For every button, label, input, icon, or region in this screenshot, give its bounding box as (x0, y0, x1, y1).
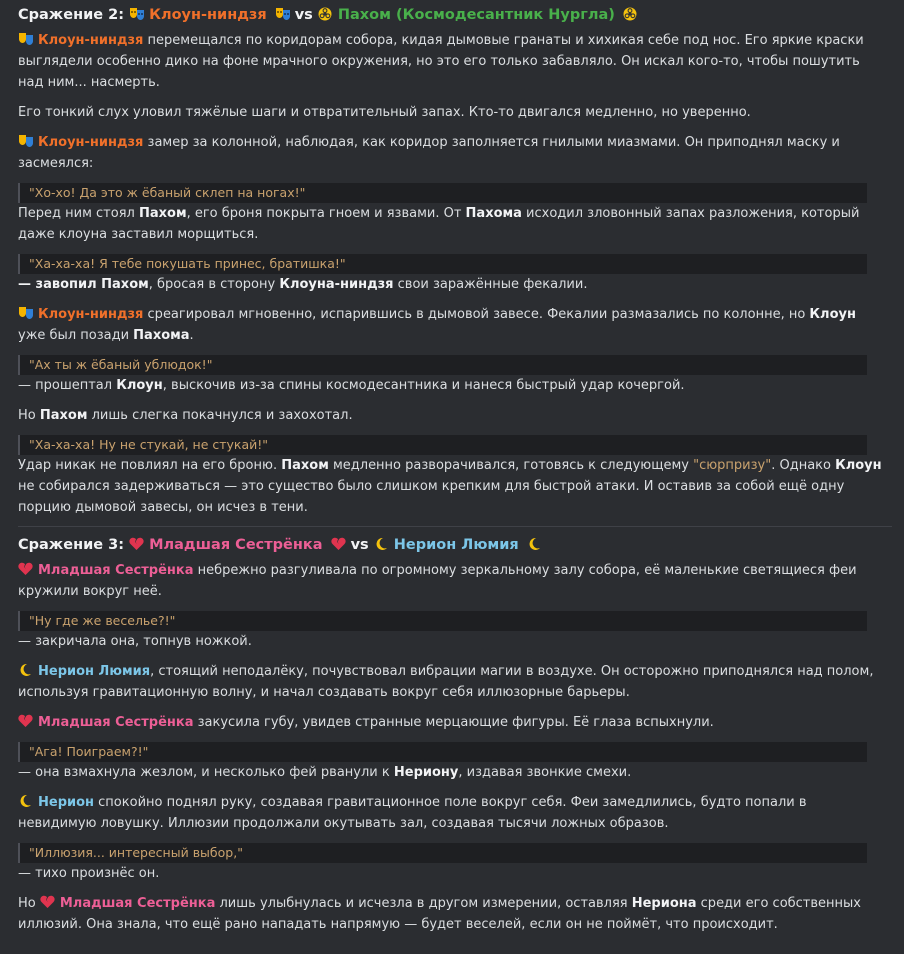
paragraph (18, 30, 892, 93)
clown-name: Клоун-ниндзя (38, 307, 144, 322)
text: даже клоуна заставил морщиться. (18, 227, 259, 242)
performing-arts-icon (275, 7, 291, 21)
clown-name: Клоун-ниндзя (38, 33, 144, 48)
biohazard-icon (318, 7, 334, 21)
bold-name: Клоун (835, 458, 882, 473)
text: Но (18, 896, 40, 911)
text: перемещался по коридорам собора, кидая дымовые гранаты и хихикая себе под нос. Его яркие краски (143, 33, 864, 48)
text: не собирался задерживаться — это существо было слишком крепким для быстрой атаки. И оставив за собой ещё одну (18, 479, 845, 494)
text: лишь улыбнулась и исчезла в другом измерении, оставляя (215, 896, 632, 911)
battle-3-prefix: Сражение 3: (18, 537, 125, 553)
paragraph (18, 274, 892, 295)
text: засмеялся: (18, 156, 94, 171)
broken-heart-icon (40, 895, 56, 909)
text: порцию дымовой завесы, он исчез в тени. (18, 500, 308, 515)
bold-name: Клоун (809, 307, 856, 322)
text: выглядели особенно дико на фоне мрачного окружения, но это его только забавляло. Он искал кого-то, чтобы пошутить (18, 54, 860, 69)
performing-arts-icon (18, 32, 34, 46)
performing-arts-icon (129, 7, 145, 21)
broken-heart-icon (331, 537, 347, 551)
text: уже был позади (18, 328, 134, 343)
battle-2-heading (18, 4, 892, 26)
text: закусила губу, увидев странные мерцающие фигуры. Её глаза вспыхнули. (193, 715, 714, 730)
block-quote: "Ха-ха-ха! Я тебе покушать принес, братишка!" (18, 254, 867, 274)
sister-name: Младшая Сестрёнка (149, 537, 323, 553)
clown-name: Клоун-ниндзя (38, 135, 144, 150)
bold-name: Пахом (281, 458, 329, 473)
text: . Однако (771, 458, 836, 473)
nerion-name: Нерион Люмия (38, 664, 151, 679)
crescent-moon-icon (18, 663, 34, 677)
crescent-moon-icon (374, 537, 390, 551)
bold-name: Пахом (101, 277, 149, 292)
bold-name: Пахом (138, 206, 187, 221)
crescent-moon-icon (527, 537, 543, 551)
block-quote: "Ага! Поиграем?!" (18, 742, 867, 762)
paragraph: — тихо произнёс он. (18, 866, 160, 881)
paragraph (18, 455, 892, 518)
text: — завопил (18, 277, 102, 292)
text: — прошептал (18, 378, 117, 393)
block-quote: "Иллюзия... интересный выбор," (18, 843, 867, 863)
text: невидимую ловушку. Иллюзии продолжали окутывать зал, создавая тысячи ложных образов. (18, 816, 669, 831)
sister-name: Младшая Сестрёнка (38, 563, 194, 578)
performing-arts-icon (18, 134, 34, 148)
paragraph (18, 712, 892, 733)
block-quote: "Ха-ха-ха! Ну не стукай, не стукай!" (18, 435, 867, 455)
paragraph (18, 762, 892, 783)
text: Но (18, 408, 40, 423)
text: — она взмахнула жезлом, и несколько фей рванули к (18, 765, 394, 780)
bold-name: Клоун (116, 378, 163, 393)
text: Перед ним стоял (18, 206, 139, 221)
crescent-moon-icon (18, 794, 34, 808)
bold-name: Клоуна-ниндзя (279, 277, 394, 292)
text: медленно разворачивался, готовясь к следующему (328, 458, 694, 473)
paragraph (18, 560, 892, 602)
text: , его броня покрыта гноем и язвами. От (186, 206, 466, 221)
sister-name: Младшая Сестрёнка (59, 896, 216, 911)
text: среагировал мгновенно, испарившись в дымовой завесе. Фекалии размазались по колонне, но (143, 307, 810, 322)
performing-arts-icon (18, 306, 34, 320)
text: , издавая звонкие смехи. (458, 765, 632, 780)
bold-name: Нериону (393, 765, 459, 780)
text: небрежно разгуливала по огромному зеркальному залу собора, её маленькие светящиеся феи (193, 563, 857, 578)
battle-3-heading (18, 534, 892, 556)
block-quote: "Ну где же веселье?!" (18, 611, 867, 631)
bold-name: Пахом (39, 408, 88, 423)
text: свои заражённые фекалии. (393, 277, 588, 292)
vs-label: vs (350, 537, 369, 553)
text: спокойно поднял руку, создавая гравитационное поле вокруг себя. Феи замедлились, будто попали в (94, 795, 807, 810)
paragraph (18, 405, 892, 426)
text: , выскочив из-за спины космодесантника и нанеся быстрый удар кочергой. (162, 378, 685, 393)
paragraph (18, 661, 892, 703)
pakhom-name: Пахом (Космодесантник Нургла) (337, 7, 615, 23)
text: замер за колонной, наблюдая, как коридор заполняется гнилыми миазмами. Он приподнял маску и (143, 135, 840, 150)
text: . (189, 328, 194, 343)
paragraph: — закричала она, топнув ножкой. (18, 634, 252, 649)
text: , бросая в сторону (148, 277, 280, 292)
text: используя гравитационную волну, и начал создавать вокруг себя иллюзорные барьеры. (18, 685, 630, 700)
bold-name: Пахома (465, 206, 522, 221)
divider (18, 526, 892, 527)
broken-heart-icon (18, 714, 34, 728)
block-quote: "Хо-хо! Да это ж ёбаный склеп на ногах!" (18, 183, 867, 203)
paragraph (18, 132, 892, 174)
paragraph (18, 792, 892, 834)
broken-heart-icon (18, 562, 34, 576)
text: кружили вокруг неё. (18, 584, 162, 599)
text: среди его собственных (696, 896, 861, 911)
sister-name: Младшая Сестрёнка (38, 715, 194, 730)
bold-name: Нериона (631, 896, 697, 911)
text: над ним... насмерть. (18, 75, 160, 90)
paragraph (18, 893, 892, 935)
broken-heart-icon (129, 537, 145, 551)
paragraph (18, 304, 892, 346)
text: лишь слегка покачнулся и захохотал. (87, 408, 353, 423)
inline-quote: "сюрпризу" (693, 458, 772, 473)
text: исходил зловонный запах разложения, который (521, 206, 860, 221)
clown-name: Клоун-ниндзя (149, 7, 267, 23)
battle-2-prefix: Сражение 2: (18, 7, 125, 23)
paragraph (18, 203, 892, 245)
text: , стоящий неподалёку, почувствовал вибрации магии в воздухе. Он осторожно приподнялся над полом, (150, 664, 874, 679)
block-quote: "Ах ты ж ёбаный ублюдок!" (18, 355, 867, 375)
vs-label: vs (294, 7, 313, 23)
text: Удар никак не повлиял на его броню. (18, 458, 282, 473)
bold-name: Пахома (133, 328, 190, 343)
nerion-name: Нерион (38, 795, 95, 810)
text: иллюзий. Она знала, что ещё рано нападать напрямую — будет веселей, если он не поймёт, что происходит. (18, 917, 778, 932)
paragraph (18, 375, 892, 396)
nerion-name: Нерион Люмия (393, 537, 519, 553)
biohazard-icon (623, 7, 639, 21)
paragraph: Его тонкий слух уловил тяжёлые шаги и отвратительный запах. Кто-то двигался медленно, но уверенно. (18, 105, 751, 120)
